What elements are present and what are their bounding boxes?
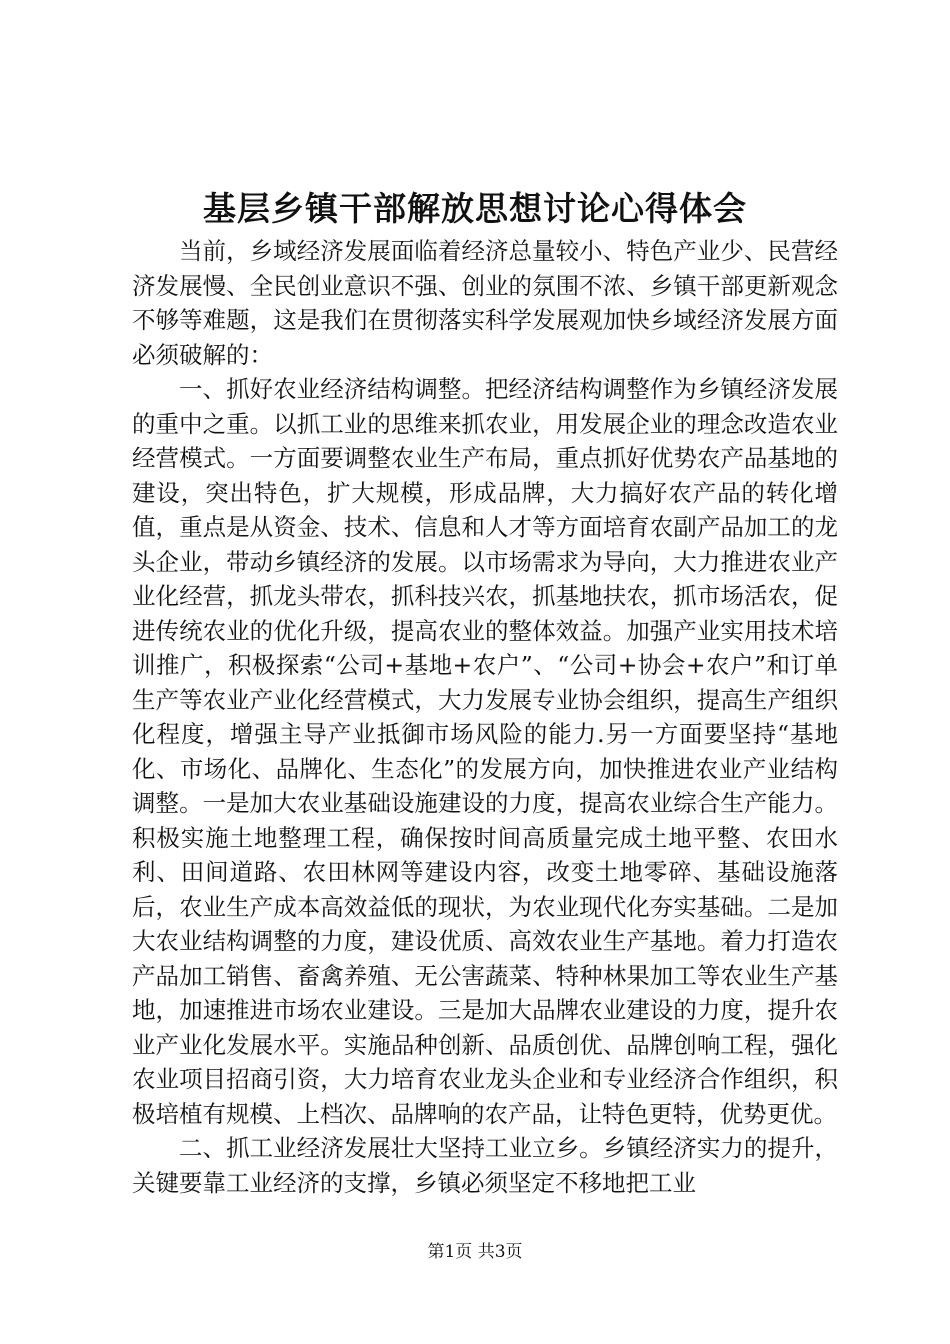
page-number-footer: 第1页 共3页 [427, 1242, 523, 1262]
document-title: 基层乡镇干部解放思想讨论心得体会 [203, 189, 747, 228]
document-body [132, 234, 838, 1200]
paragraph-intro: 当前，乡域经济发展面临着经济总量较小、特色产业少、民营经济发展慢、全民创业意识不强、创业的氛围不浓、乡镇干部更新观念不够等难题，这是我们在贯彻落实科学发展观加快乡域经济发展方面必须破解的： [132, 237, 838, 369]
paragraph-agriculture: 一、抓好农业经济结构调整。把经济结构调整作为乡镇经济发展的重中之重。以抓工业的思维来抓农业，用发展企业的理念改造农业经营模式。一方面要调整农业生产布局，重点抓好优势农产品基地的建设，突出特色，扩大规模，形成品牌，大力搞好农产品的转化增值，重点是从资金、技术、信息和人才等方面培育农副产品加工的龙头企业，带动乡镇经济的发展。以市场需求为导向，大力推进农业产业化经营，抓龙头带农，抓科技兴农，抓基地扶农，抓市场活农，促进传统农业的优化升级，提高农业的整体效益。加强产业实用技术培训推广，积极探索“公司+基地+农户”、“公司+协会+农户”和订单生产等农业产业化经营模式，大力发展专业协会组织，提高生产组织化程度，增强主导产业抵御市场风险的能力.另一方面要坚持“基地化、市场化、品牌化、生态化”的发展方向，加快推进农业产业结构调整。一是加大农业基础设施建设的力度，提高农业综合生产能力。积极实施土地整理工程，确保按时间高质量完成土地平整、农田水利、田间道路、农田林网等建设内容，改变土地零碎、基础设施落后，农业生产成本高效益低的现状，为农业现代化夯实基础。二是加大农业结构调整的力度，建设优质、高效农业生产基地。着力打造农产品加工销售、畜禽养殖、无公害蔬菜、特种林果加工等农业生产基地，加速推进市场农业建设。三是加大品牌农业建设的力度，提升农业产业化发展水平。实施品种创新、品质创优、品牌创响工程，强化农业项目招商引资，大力培育农业龙头企业和专业经济合作组织，积极培植有规模、上档次、品牌响的农产品，让特色更特，优势更优。 [132, 375, 838, 1128]
paragraph-industry: 二、抓工业经济发展壮大坚持工业立乡。乡镇经济实力的提升，关键要靠工业经济的支撑，乡镇必须坚定不移地把工业 [132, 1134, 838, 1197]
